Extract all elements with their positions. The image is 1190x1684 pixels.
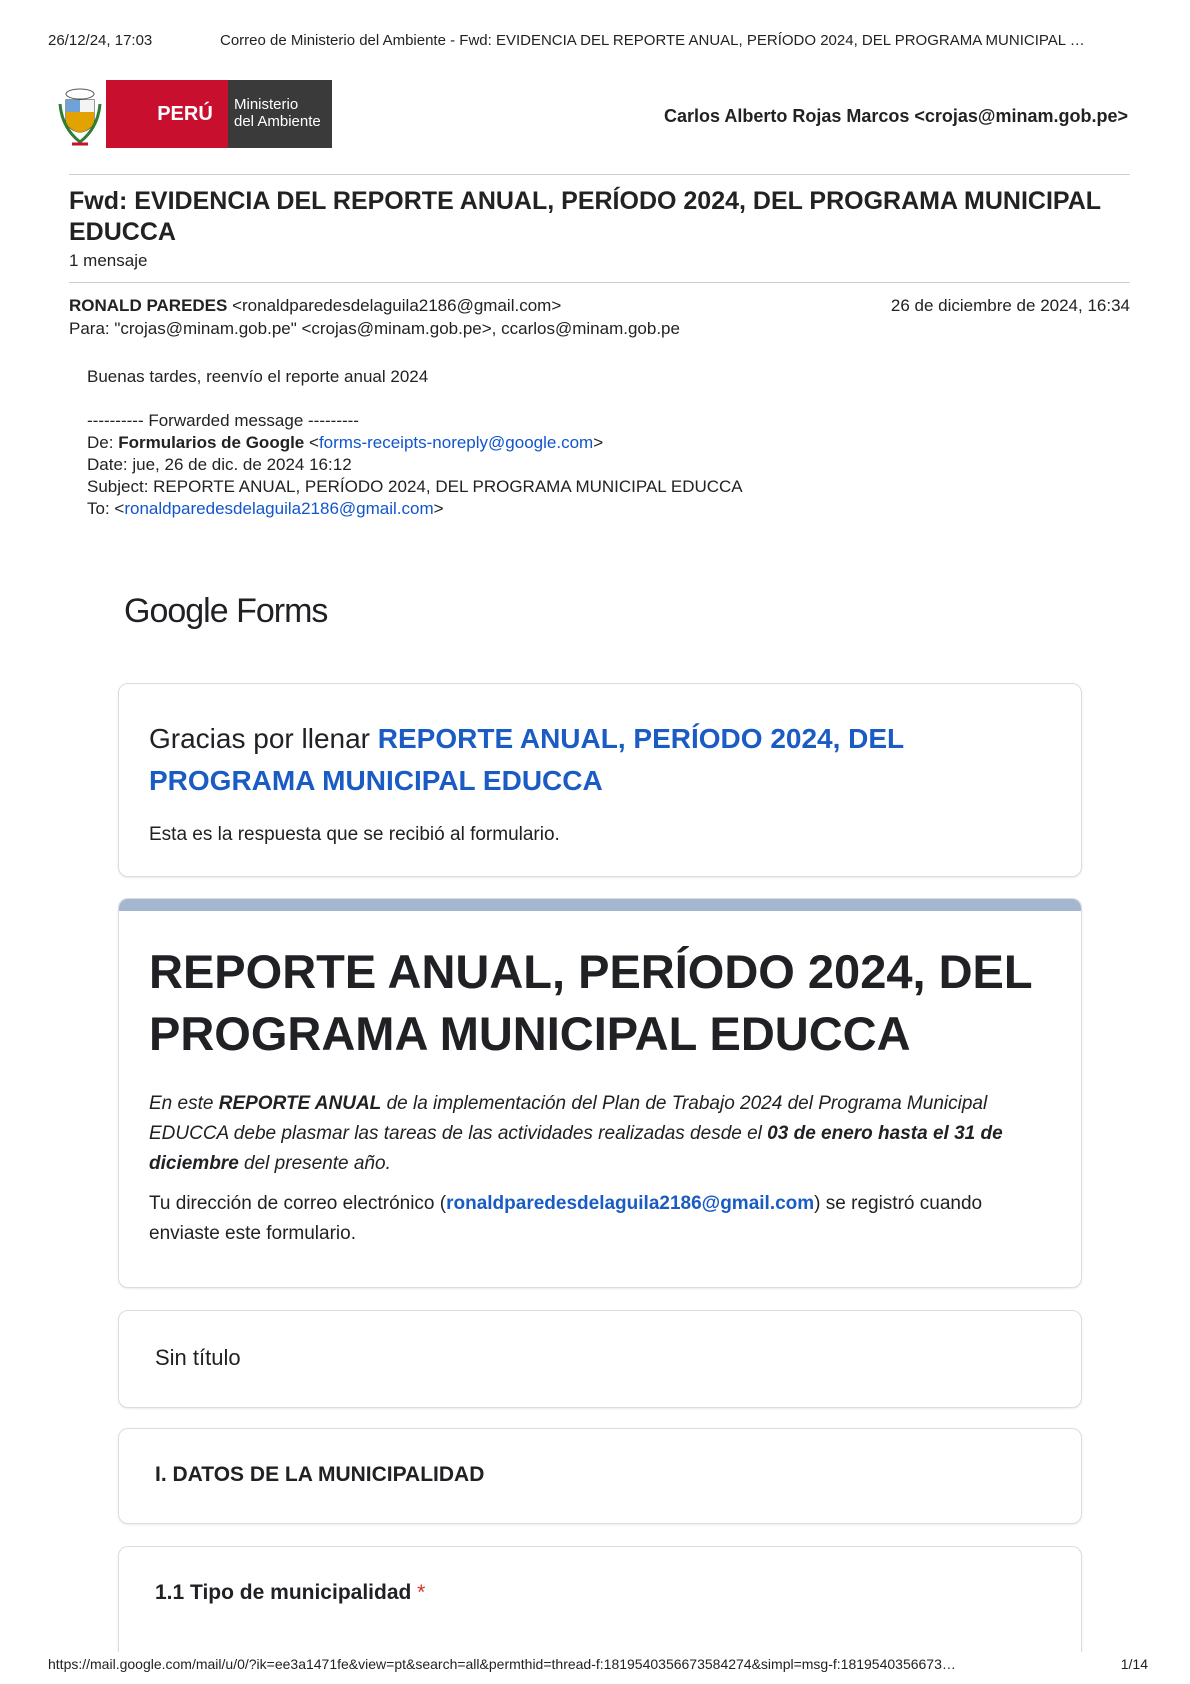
peru-label: PERÚ [106,80,228,148]
page-number: 1/14 [1120,1656,1148,1672]
fwd-from-email-link[interactable]: forms-receipts-noreply@google.com [318,433,594,452]
print-header [48,32,1150,54]
form-name-link[interactable]: REPORTE ANUAL, PERÍODO 2024, DEL PROGRAMA MUNICIPAL EDUCCA [149,723,904,796]
section-card-untitled [118,1310,1082,1408]
google-forms-logo: Google Forms [124,592,328,630]
fwd-to: To: <ronaldparedesdelaguila2186@gmail.com> [87,499,444,518]
fwd-from-name: Formularios de Google [118,433,305,452]
peru-coat-of-arms-icon [58,84,102,146]
fwd-from: De: Formularios de Google <forms-receipts-noreply@google.com> [87,433,604,452]
section-title: Sin título [155,1345,241,1370]
thanks-card [118,683,1082,877]
sender-name: RONALD PAREDES [69,296,228,315]
print-page-title: Correo de Ministerio del Ambiente - Fwd: EVIDENCIA DEL REPORTE ANUAL, PERÍODO 2024, DEL PROGRAMA MUNICIPAL … [220,32,1085,49]
forwarded-marker: ---------- Forwarded message --------- [87,411,359,430]
message-recipients: Para: "crojas@minam.gob.pe" <crojas@minam.gob.pe>, ccarlos@minam.gob.pe [69,319,680,338]
form-description: En este REPORTE ANUAL de la implementación del Plan de Trabajo 2024 del Programa Municipal EDUCCA debe plasmar las tareas de las actividades realizadas desde el 03 de enero hasta el 31 de diciembre del presente año. [149,1093,1003,1174]
message-date: 26 de diciembre de 2024, 16:34 [890,296,1130,315]
print-datetime: 26/12/24, 17:03 [48,32,153,49]
respondent-email: ronaldparedesdelaguila2186@gmail.com [446,1193,815,1214]
minam-logo [58,80,321,148]
received-note: Esta es la respuesta que se recibió al formulario. [149,824,560,845]
ministry-label: Ministerio del Ambiente [228,80,332,148]
fwd-date: Date: jue, 26 de dic. de 2024 16:12 [87,455,352,474]
page-url: https://mail.google.com/mail/u/0/?ik=ee3a1471fe&view=pt&search=all&permthid=thread-f:1819540356673584274&simpl=msg-f:1819540356673… [48,1656,956,1672]
form-accent-bar [119,899,1081,911]
message-body [87,366,743,520]
required-asterisk: * [417,1581,426,1604]
question-title: 1.1 Tipo de municipalidad * [155,1581,426,1604]
message-sender [69,296,561,316]
thanks-text: Gracias por llenar REPORTE ANUAL, PERÍODO 2024, DEL PROGRAMA MUNICIPAL EDUCCA [149,723,904,796]
greeting: Buenas tardes, reenvío el reporte anual 2024 [87,367,429,386]
message-count: 1 mensaje [69,251,148,270]
section-card-datos [118,1428,1082,1524]
section-title: I. DATOS DE LA MUNICIPALIDAD [155,1463,485,1486]
fwd-subject: Subject: REPORTE ANUAL, PERÍODO 2024, DEL PROGRAMA MUNICIPAL EDUCCA [87,477,743,496]
print-footer [0,1652,1190,1684]
form-title: REPORTE ANUAL, PERÍODO 2024, DEL PROGRAMA MUNICIPAL EDUCCA [149,945,1032,1060]
account-name: Carlos Alberto Rojas Marcos <crojas@minam.gob.pe> [663,106,1128,126]
thread-subject: Fwd: EVIDENCIA DEL REPORTE ANUAL, PERÍODO 2024, DEL PROGRAMA MUNICIPAL EDUCCA [69,187,1101,246]
email-recorded-note: Tu dirección de correo electrónico (ronaldparedesdelaguila2186@gmail.com) se registró cuando enviaste este formulario. [149,1193,983,1244]
divider [69,174,1130,175]
fwd-to-email-link[interactable]: ronaldparedesdelaguila2186@gmail.com [124,499,434,518]
divider [69,282,1130,283]
form-header-card [118,898,1082,1288]
sender-email: <ronaldparedesdelaguila2186@gmail.com> [227,296,562,315]
